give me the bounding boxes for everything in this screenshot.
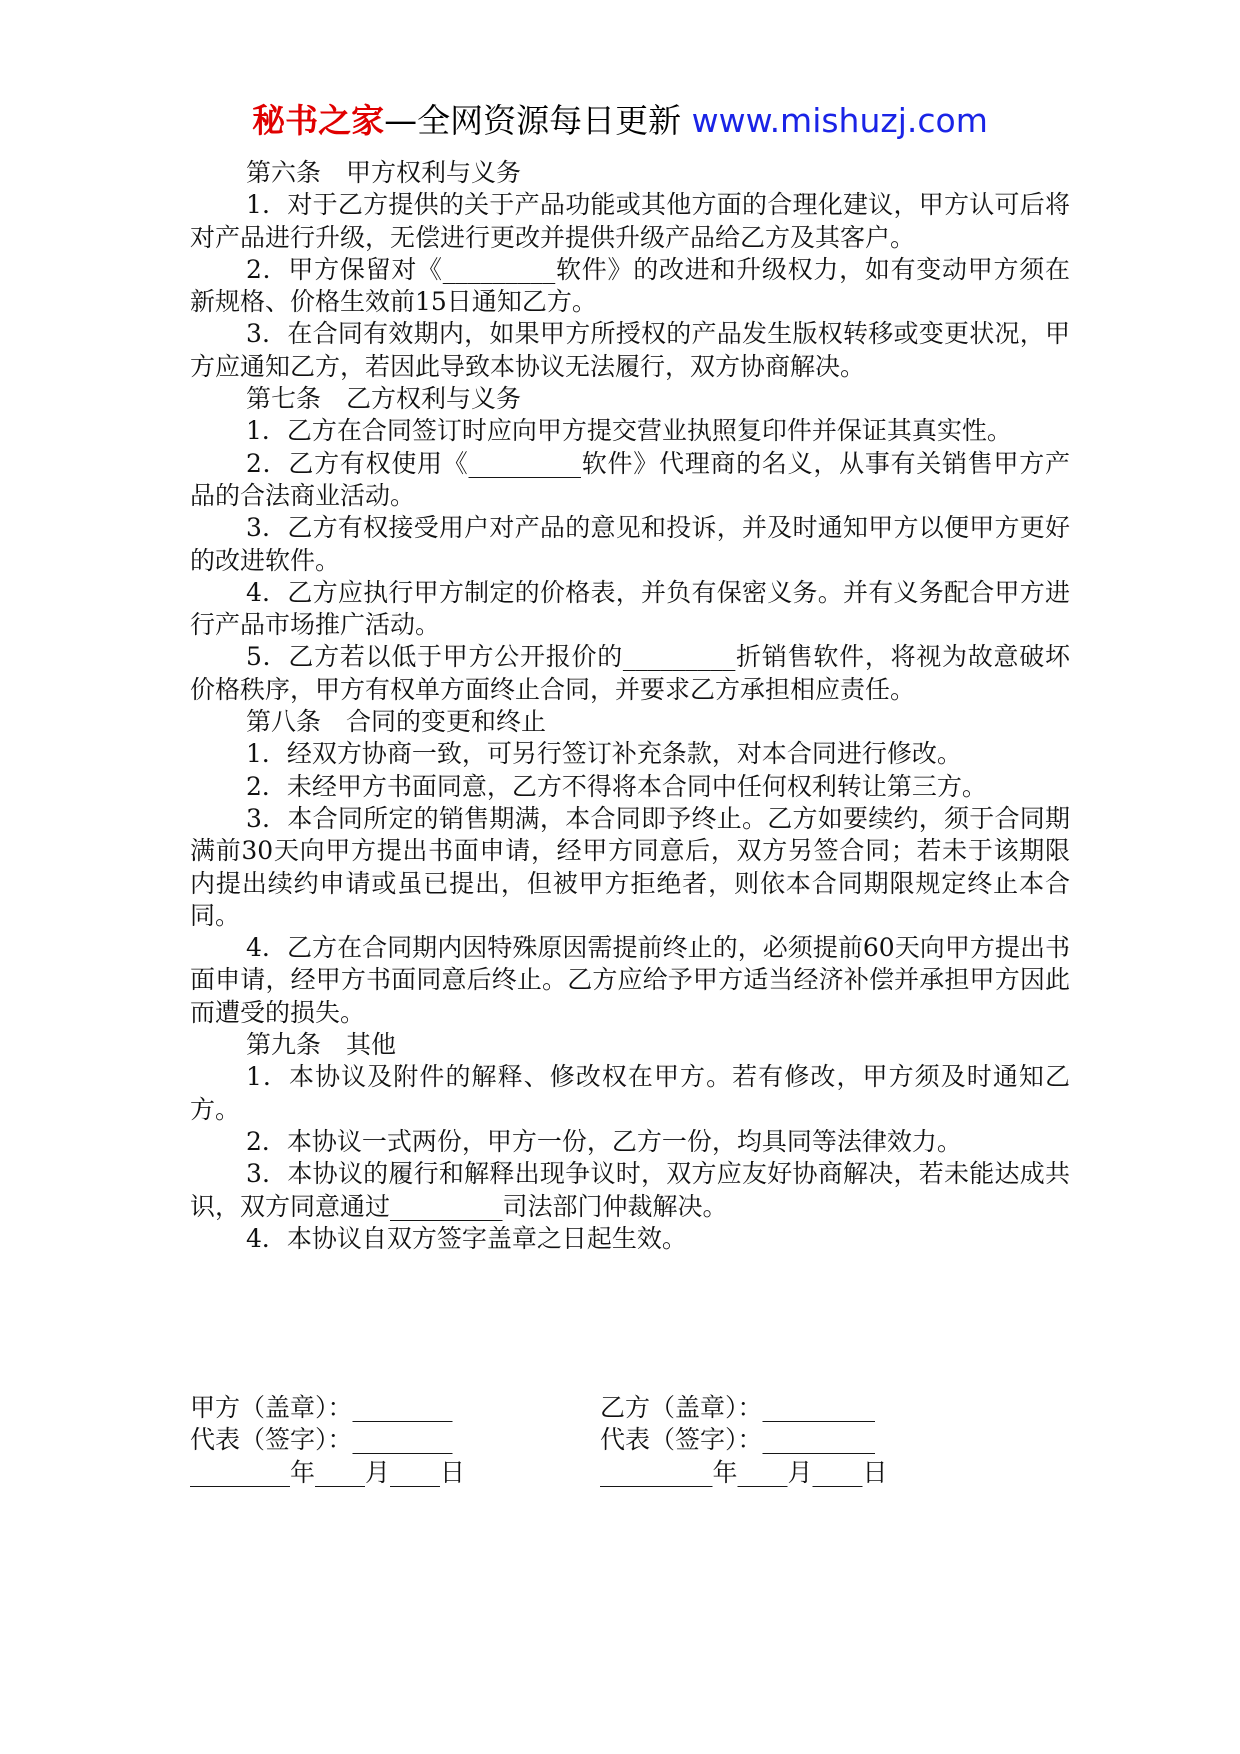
clause-paragraph: 1．对于乙方提供的关于产品功能或其他方面的合理化建议，甲方认可后将对产品进行升级，无偿进行更改并提供升级产品给乙方及其客户。 <box>190 190 1070 252</box>
banner-slogan: —全网资源每日更新 <box>384 101 682 140</box>
clause-paragraph: 2．本协议一式两份，甲方一份，乙方一份，均具同等法律效力。 <box>246 1126 962 1156</box>
brand-name: 秘书之家 <box>252 101 385 140</box>
seal-row <box>190 1392 1070 1424</box>
clause-paragraph: 1．本协议及附件的解释、修改权在甲方。若有修改，甲方须及时通知乙方。 <box>190 1062 1070 1124</box>
site-banner <box>0 98 1240 144</box>
clause-paragraph: 4．乙方应执行甲方制定的价格表，并负有保密义务。并有义务配合甲方进行产品市场推广活动。 <box>190 577 1070 640</box>
site-url-link[interactable]: www.mishuzj.com <box>691 101 988 140</box>
party-b-representative-line: 代表（签字）：_________ <box>600 1425 876 1455</box>
clause-paragraph: 3．在合同有效期内，如果甲方所授权的产品发生版权转移或变更状况，甲方应通知乙方，若因此导致本协议无法履行，双方协商解决。 <box>190 319 1070 381</box>
article-heading: 第七条 乙方权利与义务 <box>246 384 522 414</box>
representative-row <box>190 1424 1070 1456</box>
party-b-date-line: _________年____月____日 <box>600 1457 888 1487</box>
clause-paragraph: 2．未经甲方书面同意，乙方不得将本合同中任何权利转让第三方。 <box>246 771 987 801</box>
article-heading: 第六条 甲方权利与义务 <box>246 158 522 187</box>
clause-paragraph: 4．本协议自双方签字盖章之日起生效。 <box>246 1223 687 1253</box>
clause-paragraph: 4．乙方在合同期内因特殊原因需提前终止的，必须提前60天向甲方提出书面申请，经甲方书面同意后终止。乙方应给予甲方适当经济补偿并承担甲方因此而遭受的损失。 <box>190 933 1070 1027</box>
clause-paragraph: 3．乙方有权接受用户对产品的意见和投诉，并及时通知甲方以便甲方更好的改进软件。 <box>190 513 1070 575</box>
signature-block <box>190 1392 1070 1489</box>
contract-body <box>190 157 1070 1255</box>
party-b-seal-line: 乙方（盖章）：_________ <box>600 1393 876 1422</box>
clause-paragraph: 1．乙方在合同签订时应向甲方提交营业执照复印件并保证其真实性。 <box>246 416 1012 446</box>
article-heading: 第八条 合同的变更和终止 <box>246 707 547 737</box>
date-row <box>190 1457 1070 1489</box>
clause-paragraph: 2．乙方有权使用《_________软件》代理商的名义，从事有关销售甲方产品的合法商业活动。 <box>190 448 1070 510</box>
clause-paragraph: 5．乙方若以低于甲方公开报价的_________折销售软件，将视为故意破坏价格秩序，甲方有权单方面终止合同，并要求乙方承担相应责任。 <box>190 642 1070 704</box>
clause-paragraph: 3．本协议的履行和解释出现争议时，双方应友好协商解决，若未能达成共识，双方同意通过_________司法部门仲裁解决。 <box>190 1159 1070 1221</box>
clause-paragraph: 3．本合同所定的销售期满，本合同即予终止。乙方如要续约，须于合同期满前30天向甲方提出书面申请，经甲方同意后，双方另签合同；若未于该期限内提出续约申请或虽已提出，但被甲方拒绝者，则依本合同期限规定终止本合同。 <box>190 803 1070 930</box>
clause-paragraph: 2．甲方保留对《_________软件》的改进和升级权力，如有变动甲方须在新规格、价格生效前15日通知乙方。 <box>190 254 1070 317</box>
party-a-date-line: ________年____月____日 <box>190 1457 466 1487</box>
party-a-representative-line: 代表（签字）：________ <box>190 1425 453 1455</box>
clause-paragraph: 1．经双方协商一致，可另行签订补充条款，对本合同进行修改。 <box>246 739 962 769</box>
article-heading: 第九条 其他 <box>246 1030 397 1060</box>
party-a-seal-line: 甲方（盖章）：________ <box>190 1393 453 1422</box>
